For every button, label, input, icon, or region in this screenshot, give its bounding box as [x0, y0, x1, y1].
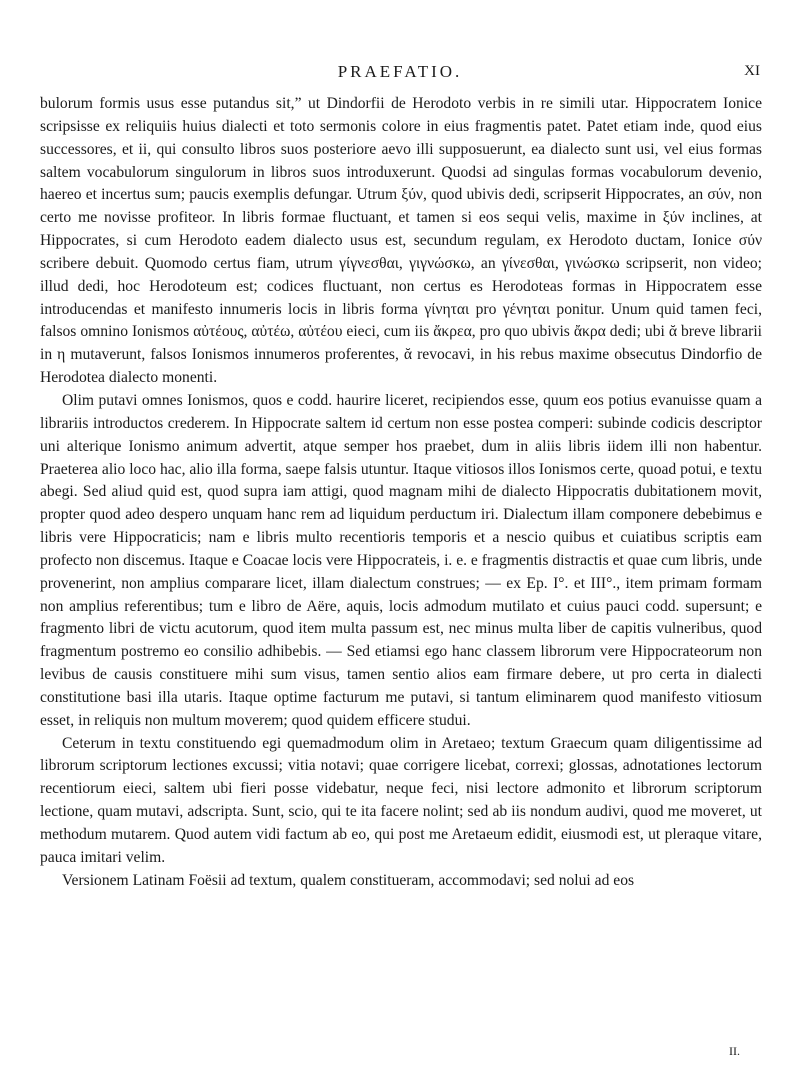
paragraph-1: bulorum formis usus esse putandus sit,” ut Dindorfii de Herodoto verbis in re simili utar. Hippocratem Ionice scripsisse ex reliquiis huius dialecti et toto sermonis colore in eius fragmentis patet. Patet etiam inde, quod eius successores, et ii, qui consulto libros suos posteriore aevo illi supposuerunt, ea dialecto sunt usi, vel eius formas saltem vocabulorum singulorum in libros suos introduxerunt. Quodsi ad singulas formas vocabulorum devenio, haereo et incertus sum; paucis exemplis defungar. Utrum ξύν, quod ubivis dedi, scripserit Hippocrates, an σύν, non certo me novisse profiteor. In libris formae fluctuant, et tamen si eos sequi velis, maxime in ξύν inclines, at Hippocrates, si cum Herodoto eadem dialecto usus est, secundum regulam, ex Herodoto ductam, Ionice σύν scribere debuit. Quomodo certus fiam, utrum γίγνεσθαι, γιγνώσκω, an γίνεσθαι, γινώσκω scripserit, non video; illud dedi, hoc Herodoteum est; codices fluctuant, non certus es Herodoteas formas in Hippocratem esse introducendas et manifesto innumeris locis in libris forma γίνηται pro γένηται ponitur. Unum quid tamen feci, falsos omnino Ionismos αὐτέους, αὐτέω, αὐτέου eieci, cum iis ἄκρεα, pro quo ubivis ἄκρα dedi; ubi ᾰ breve librarii in η mutaverunt, falsos Ionismos innumeros proferentes, ᾰ revocavi, in his rebus maxime obsecutus Dindorfio de Herodotea dialecto monenti.	[40, 95, 762, 387]
page-number: XI	[744, 63, 760, 79]
running-title: PRAEFATIO.	[337, 62, 463, 81]
body-text	[40, 93, 762, 893]
paragraph-2: Olim putavi omnes Ionismos, quos e codd. haurire liceret, recipiendos esse, quum eos potius evanuisse quam a librariis introductos crederem. In Hippocrate saltem id certum non esse postea comperi: subinde codicis descriptor uni alterique Ionismo animum advertit, atque semper hos praebet, dum in aliis libris iidem illi non habentur. Praeterea alio loco hac, alio illa forma, saepe falsis utuntur. Itaque vitiosos illos Ionismos certe, quoad potui, e textu abegi. Sed aliud quid est, quod supra iam attigi, quod magnam mihi de dialecto Hippocratis dubitationem movit, propter quod adeo despero unquam hanc rem ad liquidum perductum iri. Dialectum illam componere debebimus e libris vere Hippocraticis; nam e libris multo recentioris temporis et a nescio quibus et cuiatibus scriptis eam profecto non discemus. Itaque e Coacae locis vere Hippocrateis, i. e. e fragmentis distractis et quae cum libris, unde provenerint, non amplius comparare licet, illam dialectum construes; — ex Ep. I°. et III°., item primam formam non amplius referentibus; tum e libro de Aëre, aquis, locis admodum mutilato et cuius pauci codd. supersunt; e fragmento libri de victu acutorum, quod item multa passum est, nec minus multa liber de capitis vulneribus, quod fragmentum postremo eo consilio adhibebis. — Sed etiamsi ego hanc classem librorum vere Hippocrateorum non levibus de causis constituere mihi sum visus, tamen sentio alios eam firmare debere, ut pro certa in dialecti constitutione basi illa utaris. Itaque optime facturum me putavi, si tantum eliminarem quod manifesto vitiosum esset, in reliquis non multum moverem; quod quidem efficere studui.	[40, 391, 762, 729]
signature-mark: II.	[729, 1044, 740, 1058]
paragraph-3: Ceterum in textu constituendo egi quemadmodum olim in Aretaeo; textum Graecum quam diligentissime ad librorum scriptorum lectiones excussi; vitia notavi; quae corrigere licebat, correxi; glossas, adnotationes lectorum recentiorum eieci, saltem ubi fieri posse videbatur, neque feci, nisi lectore admonito et librorum scriptorum lectione, quam mutavi, adscripta. Sunt, scio, qui te ita facere nolint; sed ab iis nondum audivi, quod me moveret, ut methodum mutarem. Quod autem vidi factum ab eo, qui post me Aretaeum edidit, eiusmodi est, ut pleraque vitare, pauca imitari velim.	[40, 734, 762, 866]
paragraph-4: Versionem Latinam Foësii ad textum, qualem constitueram, accommodavi; sed nolui ad eos	[62, 871, 635, 889]
running-head	[40, 62, 760, 84]
